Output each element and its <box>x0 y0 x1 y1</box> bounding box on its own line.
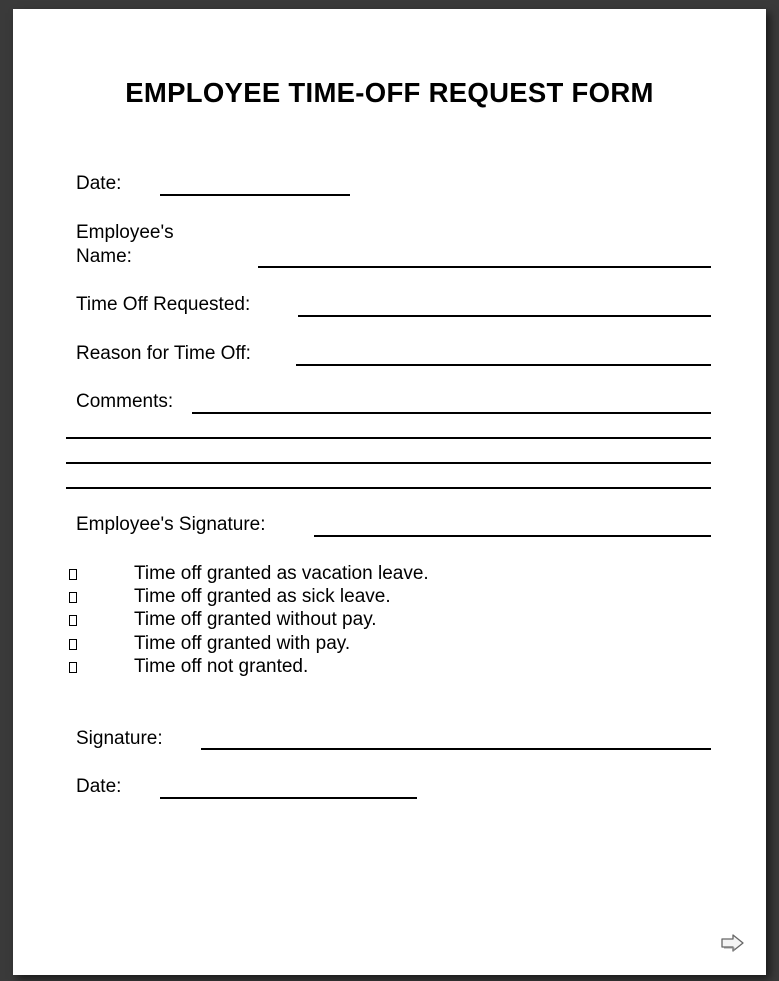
employee-signature-field[interactable] <box>314 535 711 537</box>
employee-name-label-line1: Employee's <box>76 222 174 243</box>
comments-label: Comments: <box>76 391 174 412</box>
option-label-sick: Time off granted as sick leave. <box>134 586 391 607</box>
date-field[interactable] <box>160 194 350 196</box>
option-checkbox-without-pay[interactable] <box>69 615 77 626</box>
employee-name-field[interactable] <box>258 266 711 268</box>
employee-signature-label: Employee's Signature: <box>76 514 266 535</box>
reason-label: Reason for Time Off: <box>76 343 251 364</box>
comments-field-line-3[interactable] <box>66 462 711 464</box>
option-label-without-pay: Time off granted without pay. <box>134 609 377 630</box>
option-checkbox-not-granted[interactable] <box>69 662 77 673</box>
signature-label: Signature: <box>76 728 163 749</box>
time-off-requested-field[interactable] <box>298 315 711 317</box>
option-label-vacation: Time off granted as vacation leave. <box>134 563 429 584</box>
form-page <box>13 9 766 975</box>
comments-field-line-2[interactable] <box>66 437 711 439</box>
comments-field-line-4[interactable] <box>66 487 711 489</box>
employee-name-label-line2: Name: <box>76 246 132 267</box>
reason-field[interactable] <box>296 364 711 366</box>
comments-field-line-1[interactable] <box>192 412 711 414</box>
final-date-field[interactable] <box>160 797 417 799</box>
option-checkbox-sick[interactable] <box>69 592 77 603</box>
time-off-requested-label: Time Off Requested: <box>76 294 251 315</box>
option-label-with-pay: Time off granted with pay. <box>134 633 351 654</box>
next-page-arrow-icon[interactable] <box>720 932 746 954</box>
option-label-not-granted: Time off not granted. <box>134 656 309 677</box>
form-title: EMPLOYEE TIME-OFF REQUEST FORM <box>125 77 654 108</box>
option-checkbox-vacation[interactable] <box>69 569 77 580</box>
final-date-label: Date: <box>76 776 122 797</box>
option-checkbox-with-pay[interactable] <box>69 639 77 650</box>
signature-field[interactable] <box>201 748 711 750</box>
date-label: Date: <box>76 173 122 194</box>
